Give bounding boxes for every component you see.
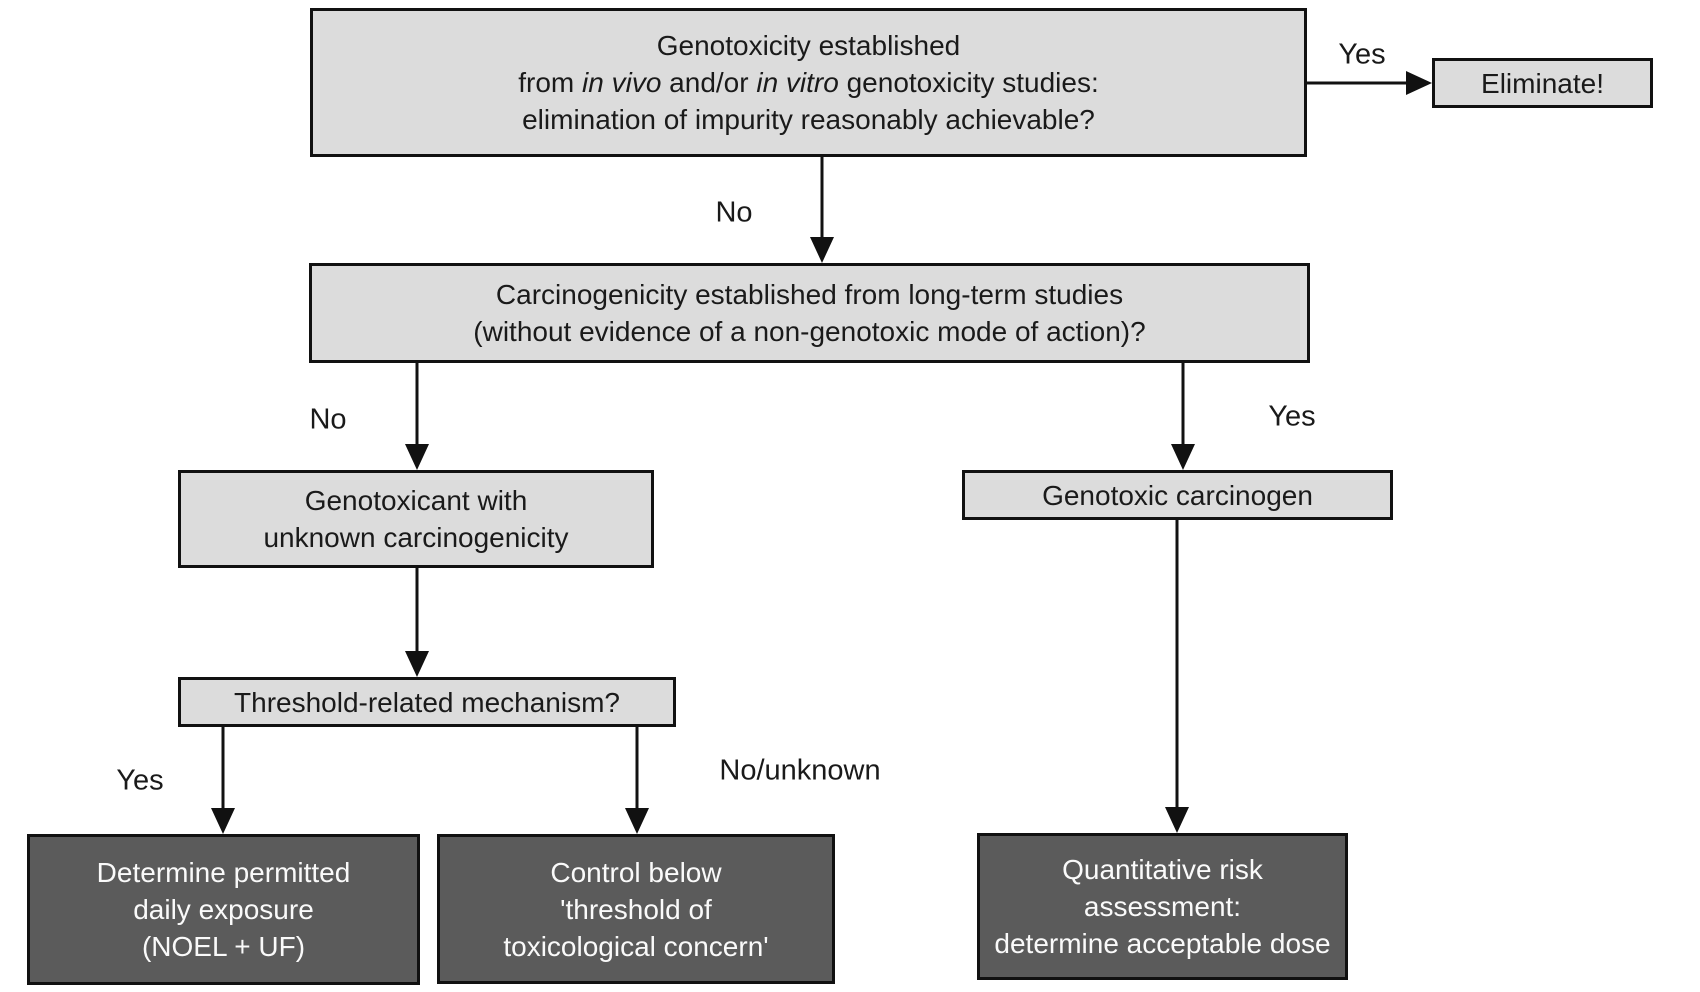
node-text-line: (NOEL + UF): [141, 931, 306, 962]
node-text-line: 'threshold of: [560, 893, 712, 925]
node-control-ttc: [437, 834, 835, 984]
node-eliminate: [1432, 58, 1653, 108]
node-text-line: (without evidence of a non-genotoxic mode of action)?: [473, 316, 1146, 347]
node-genotoxic-carcinogen: [962, 470, 1393, 520]
node-text-line: daily exposure: [133, 894, 314, 925]
edge-label-yes-carcinogen: Yes: [1268, 400, 1316, 433]
arrow-yes-to-eliminate: [1307, 71, 1432, 95]
node-text-line: Genotoxic carcinogen: [1042, 479, 1313, 511]
node-text-line: Carcinogenicity established from long-term studies: [495, 279, 1124, 310]
node-text-line: Threshold-related mechanism?: [234, 686, 620, 718]
edge-label-no-carcinogenicity: No: [715, 196, 753, 229]
node-text-line: from in vivo and/or in vitro genotoxicity studies:: [518, 67, 1099, 98]
edge-label-nounknown-ttc: No/unknown: [719, 754, 881, 787]
node-carcinogenicity-question: [309, 263, 1310, 363]
node-determine-pde: [27, 834, 420, 985]
node-text-line: determine acceptable dose: [994, 928, 1331, 959]
node-text-line: Control below: [550, 856, 722, 888]
arrow-no-to-carcinogenicity: [810, 157, 834, 263]
arrow-yes-to-carcinogen: [1171, 363, 1195, 470]
node-text-line: assessment:: [1083, 891, 1242, 922]
node-text-line: Eliminate!: [1481, 67, 1604, 99]
node-text-line: Genotoxicity established: [656, 30, 961, 61]
node-text-line: Quantitative risk: [1062, 854, 1263, 885]
node-text-line: elimination of impurity reasonably achievable?: [522, 104, 1095, 135]
arrow-yes-to-pde: [211, 726, 235, 834]
node-genotoxicant-unknown: [178, 470, 654, 568]
arrow-nounknown-to-ttc: [625, 726, 649, 834]
arrow-carcinogen-to-qra: [1165, 520, 1189, 833]
node-text-line: toxicological concern': [503, 930, 769, 962]
node-genotoxicity-question: [310, 8, 1307, 157]
edge-label-yes-pde: Yes: [116, 764, 164, 797]
node-text-line: Determine permitted: [96, 857, 351, 888]
node-text-line: Genotoxicant with: [304, 485, 528, 516]
edge-label-no-genotoxicant: No: [309, 403, 347, 436]
node-quantitative-risk: [977, 833, 1348, 980]
node-threshold-mechanism: [178, 677, 676, 727]
edge-label-yes-eliminate: Yes: [1338, 38, 1386, 71]
arrow-no-to-genotoxicant: [405, 363, 429, 470]
arrow-genotoxicant-to-threshold: [405, 568, 429, 677]
node-text-line: unknown carcinogenicity: [263, 522, 569, 553]
